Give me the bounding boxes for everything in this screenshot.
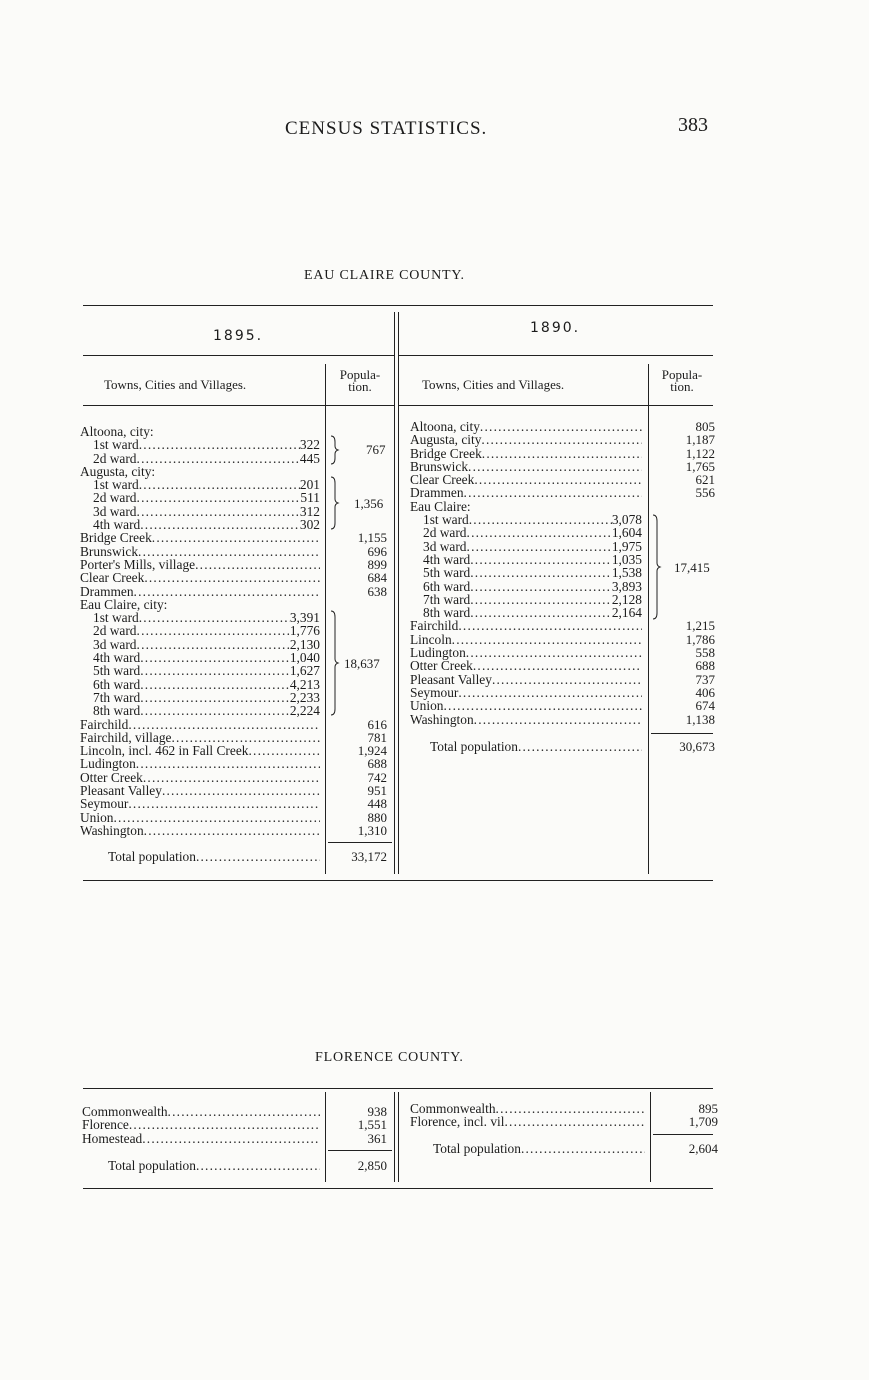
town-name: Altoona, city [410, 419, 480, 434]
town-name: Washington [80, 822, 144, 838]
ward-value: 2,164 [611, 605, 642, 621]
eau-claire-city-total-1895: 18,637 [344, 656, 380, 671]
list-item [80, 558, 320, 571]
ward-value: 312 [299, 503, 320, 519]
town-name: Clear Creek [80, 570, 145, 586]
town-name: Brunswick [80, 543, 139, 559]
florence-total-1890: 2,604 [688, 1141, 718, 1156]
list-item [410, 580, 642, 593]
florence-total-1895: 2,850 [357, 1158, 387, 1173]
town-name: Drammen [410, 485, 464, 501]
brace-icon [650, 514, 662, 620]
eau-claire-total-1890: 17,415 [674, 560, 710, 575]
ward-value: 1,604 [611, 525, 642, 541]
list-item [80, 545, 320, 558]
town-name: Bridge Creek [80, 530, 152, 546]
list-item [80, 691, 320, 704]
list-item [410, 699, 642, 712]
population-value: 1,765 [685, 458, 715, 474]
ward-value: 2,130 [289, 636, 320, 652]
florence-towns-list-1890 [410, 1102, 644, 1129]
town-name: Lincoln, incl. 462 in Fall Creek [80, 743, 249, 759]
list-item [410, 420, 642, 433]
towns-list-1895 [80, 425, 320, 837]
town-name: Union [410, 698, 444, 714]
town-name: 7th ward [423, 591, 471, 607]
list-item [410, 486, 642, 499]
population-value [655, 500, 715, 513]
population-value: 895 [698, 1101, 718, 1116]
list-item [80, 465, 320, 478]
ward-value: 3,391 [289, 610, 320, 626]
altoona-total-1895: 767 [366, 442, 386, 457]
ward-value: 2,224 [289, 703, 320, 719]
town-name: Otter Creek [410, 658, 473, 674]
town-name: 8th ward [423, 605, 471, 621]
list-item [410, 500, 642, 513]
population-value: 737 [695, 671, 715, 687]
ward-value: 2,233 [289, 689, 320, 705]
list-item [410, 1102, 644, 1115]
list-item [410, 593, 642, 606]
population-value: 684 [367, 570, 387, 586]
town-name: Pleasant Valley [80, 783, 162, 799]
population-value: 1,138 [685, 711, 715, 727]
list-item [80, 598, 320, 611]
list-item [410, 540, 642, 553]
list-item [410, 619, 642, 632]
town-name: Homestead [82, 1130, 143, 1146]
ward-value: 1,627 [289, 663, 320, 679]
population-column-header-1895: Popula- tion. [339, 367, 381, 394]
ward-value: 511 [300, 490, 320, 506]
town-name: 1st ward [93, 477, 139, 493]
town-name: 4th ward [93, 517, 141, 533]
list-item [80, 757, 320, 770]
town-name: Commonwealth [82, 1104, 168, 1119]
population-value: 938 [367, 1104, 387, 1119]
ward-value: 445 [299, 450, 320, 466]
list-item [410, 566, 642, 579]
list-item [80, 731, 320, 744]
town-name: 3d ward [423, 538, 467, 554]
town-name: Florence [82, 1117, 129, 1133]
town-name: 3d ward [93, 503, 137, 519]
population-column-header-1890: Popula- tion. [661, 367, 703, 394]
list-item [410, 447, 642, 460]
brace-icon [328, 476, 340, 530]
florence-towns-list-1895 [82, 1105, 320, 1145]
town-name: 1st ward [93, 437, 139, 453]
list-item [410, 659, 642, 672]
list-item [410, 606, 642, 619]
town-name: Eau Claire, city: [80, 596, 168, 612]
population-value: 1,187 [685, 432, 715, 448]
list-item [80, 478, 320, 491]
town-name: Clear Creek [410, 472, 475, 488]
list-item [410, 513, 642, 526]
population-value: 805 [695, 419, 715, 434]
population-value: 1,924 [357, 743, 387, 759]
total-population-row-1890: Total population ..... [430, 739, 642, 755]
town-name: 7th ward [93, 689, 141, 705]
list-item [410, 686, 642, 699]
ward-value: 3,893 [611, 578, 642, 594]
brace-icon [328, 435, 340, 465]
list-item [80, 505, 320, 518]
population-value: 556 [695, 485, 715, 501]
list-item [80, 571, 320, 584]
town-name: Bridge Creek [410, 445, 482, 461]
ward-value: 201 [299, 477, 320, 493]
town-name: 2d ward [93, 623, 137, 639]
town-name: 6th ward [423, 578, 471, 594]
population-value: 1,709 [688, 1114, 718, 1130]
town-name: Commonwealth [410, 1101, 496, 1116]
list-item [410, 713, 642, 726]
population-value: 951 [367, 783, 387, 799]
list-item [80, 744, 320, 757]
population-value: 696 [367, 543, 387, 559]
town-name: Augusta, city [410, 432, 482, 448]
list-item [410, 553, 642, 566]
town-name: Porter's Mills, village [80, 556, 196, 572]
population-value: 1,551 [357, 1117, 387, 1133]
list-item [82, 1105, 320, 1118]
population-value: 406 [695, 684, 715, 700]
population-value: 616 [367, 716, 387, 732]
town-name: Pleasant Valley [410, 671, 492, 687]
ward-value: 4,213 [289, 676, 320, 692]
brace-icon [328, 610, 340, 716]
list-item [80, 797, 320, 810]
population-value: 742 [367, 769, 387, 785]
ward-value: 3,078 [611, 512, 642, 528]
town-name: 1st ward [423, 512, 469, 528]
list-item [80, 585, 320, 598]
town-name: 5th ward [423, 565, 471, 581]
list-item [80, 824, 320, 837]
list-item [410, 646, 642, 659]
list-item [80, 784, 320, 797]
town-name: 5th ward [93, 663, 141, 679]
list-item [80, 452, 320, 465]
town-name: 8th ward [93, 703, 141, 719]
ward-value: 302 [299, 517, 320, 533]
population-value: 880 [367, 809, 387, 825]
ward-value: 1,035 [611, 551, 642, 567]
list-item [410, 526, 642, 539]
town-name: 2d ward [423, 525, 467, 541]
population-value: 674 [695, 698, 715, 714]
town-name: Fairchild, village [80, 729, 172, 745]
population-value [655, 513, 715, 526]
population-value [655, 526, 715, 539]
population-value: 558 [695, 645, 715, 661]
town-name: Fairchild [410, 618, 459, 634]
population-value: 1,122 [685, 445, 715, 461]
list-item [80, 531, 320, 544]
florence-total-row-1895: Total population ..... [108, 1158, 320, 1174]
list-item [80, 611, 320, 624]
ward-value: 1,776 [289, 623, 320, 639]
ward-value: 2,128 [611, 591, 642, 607]
town-name: Fairchild [80, 716, 129, 732]
population-value: 688 [367, 756, 387, 772]
town-name: Altoona, city: [80, 424, 154, 439]
list-item [80, 771, 320, 784]
population-value: 1,155 [357, 530, 387, 546]
town-name: Eau Claire: [410, 498, 471, 514]
list-item [80, 811, 320, 824]
population-value: 621 [695, 472, 715, 488]
ward-value: 1,975 [611, 538, 642, 554]
total-population-1890: 30,673 [679, 739, 715, 754]
list-item [410, 473, 642, 486]
florence-population-values-1895 [330, 1105, 387, 1145]
list-item [410, 673, 642, 686]
list-item [410, 433, 642, 446]
population-value: 638 [367, 583, 387, 599]
list-item [80, 718, 320, 731]
town-name: Brunswick [410, 458, 469, 474]
augusta-total-1895: 1,356 [354, 496, 384, 511]
population-value [655, 593, 715, 606]
list-item [80, 664, 320, 677]
ward-value: 1,040 [289, 650, 320, 666]
town-name: Florence, incl. vil [410, 1114, 505, 1130]
list-item [80, 678, 320, 691]
year-1895-heading: 1895. [213, 328, 264, 344]
florence-total-row-1890: Total population ..... [433, 1141, 645, 1157]
list-item [410, 633, 642, 646]
year-1890-heading: 1890. [530, 320, 581, 336]
town-name: 4th ward [93, 650, 141, 666]
towns-list-1890 [410, 420, 642, 726]
town-name: Union [80, 809, 114, 825]
eau-claire-title: EAU CLAIRE COUNTY. [304, 268, 465, 283]
town-name: 2d ward [93, 450, 137, 466]
list-item [80, 638, 320, 651]
population-value: 781 [367, 729, 387, 745]
population-value [655, 580, 715, 593]
list-item [80, 624, 320, 637]
list-item [80, 438, 320, 451]
ward-value: 1,538 [611, 565, 642, 581]
population-value [655, 540, 715, 553]
town-name: 3d ward [93, 636, 137, 652]
total-population-1895: 33,172 [351, 849, 387, 864]
total-population-row-1895: Total population ..... [108, 849, 320, 865]
town-name: Otter Creek [80, 769, 143, 785]
population-value: 1,786 [685, 631, 715, 647]
population-value [655, 606, 715, 619]
list-item [80, 651, 320, 664]
list-item [410, 1115, 644, 1128]
town-name: Lincoln [410, 631, 452, 647]
town-name: 1st ward [93, 610, 139, 626]
population-value: 1,215 [685, 618, 715, 634]
running-title: CENSUS STATISTICS. [285, 118, 488, 139]
town-name: 2d ward [93, 490, 137, 506]
town-name: Ludington [80, 756, 136, 772]
town-name: Augusta, city: [80, 463, 156, 479]
towns-column-header-1890: Towns, Cities and Villages. [422, 377, 565, 392]
list-item [80, 704, 320, 717]
town-name: Washington [410, 711, 474, 727]
town-name: Seymour [80, 796, 129, 812]
list-item [80, 491, 320, 504]
population-value: 688 [695, 658, 715, 674]
population-value: 361 [367, 1130, 387, 1146]
ward-value: 322 [299, 437, 320, 453]
town-name: 4th ward [423, 551, 471, 567]
town-name: Ludington [410, 645, 466, 661]
population-value: 448 [367, 796, 387, 812]
list-item [80, 425, 320, 438]
list-item [80, 518, 320, 531]
list-item [82, 1132, 320, 1145]
population-value: 1,310 [357, 822, 387, 838]
town-name: Seymour [410, 684, 459, 700]
town-name: 6th ward [93, 676, 141, 692]
list-item [82, 1118, 320, 1131]
list-item [410, 460, 642, 473]
florence-title: FLORENCE COUNTY. [315, 1050, 464, 1065]
population-value: 899 [367, 556, 387, 572]
town-name: Drammen [80, 583, 134, 599]
page-number: 383 [678, 114, 708, 136]
florence-population-values-1890 [655, 1102, 718, 1129]
towns-column-header-1895: Towns, Cities and Villages. [104, 377, 247, 392]
